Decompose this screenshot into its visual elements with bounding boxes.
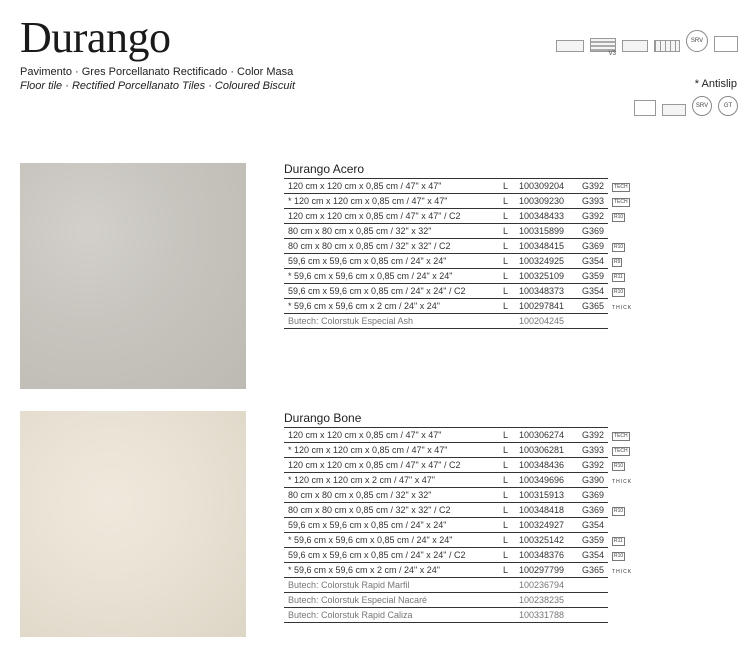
code-cell: 100348436	[515, 458, 578, 473]
empty-cell	[578, 314, 608, 329]
code-cell: 100348418	[515, 503, 578, 518]
table-row	[284, 548, 706, 563]
table-row	[284, 194, 706, 209]
badge-cell	[608, 269, 706, 284]
badge-cell	[608, 299, 706, 314]
format-cell: 80 cm x 80 cm x 0,85 cm / 32" x 32"	[284, 224, 499, 239]
group-cell: G369	[578, 224, 608, 239]
butech-code: 100238235	[515, 593, 578, 608]
butech-product: Butech: Colorstuk Rapid Caliza	[284, 608, 499, 623]
shower-icon	[634, 100, 656, 116]
slip-rating-badge: R10	[614, 463, 624, 469]
slip-rating-badge: R10	[614, 553, 624, 559]
group-cell: G359	[578, 533, 608, 548]
code-cell: 100325142	[515, 533, 578, 548]
finish-cell: L	[499, 179, 515, 194]
group-cell: G390	[578, 473, 608, 488]
group-cell: G354	[578, 254, 608, 269]
badge-cell	[608, 503, 706, 518]
spec-table-acero	[284, 178, 706, 329]
finish-cell: L	[499, 428, 515, 443]
group-cell: G392	[578, 458, 608, 473]
format-cell: * 120 cm x 120 cm x 2 cm / 47" x 47"	[284, 473, 499, 488]
code-cell: 100306281	[515, 443, 578, 458]
badge-cell	[608, 194, 706, 209]
badge-cell	[608, 209, 706, 224]
group-cell: G365	[578, 563, 608, 578]
badge-cell	[608, 533, 706, 548]
tech-badge: TECH	[614, 448, 628, 454]
format-cell: * 59,6 cm x 59,6 cm x 2 cm / 24" x 24"	[284, 563, 499, 578]
section-title-acero: Durango Acero	[284, 162, 365, 176]
format-cell: 120 cm x 120 cm x 0,85 cm / 47" x 47"	[284, 179, 499, 194]
page-title: Durango	[20, 13, 171, 62]
gt-icon: GT	[718, 96, 738, 116]
table-row	[284, 533, 706, 548]
format-cell: 59,6 cm x 59,6 cm x 0,85 cm / 24" x 24" / C2	[284, 284, 499, 299]
butech-row	[284, 578, 706, 593]
empty-cell	[608, 593, 706, 608]
slip-rating-badge: R10	[614, 508, 624, 514]
floor-icon	[556, 40, 584, 52]
finish-cell: L	[499, 224, 515, 239]
group-cell: G354	[578, 548, 608, 563]
finish-cell: L	[499, 194, 515, 209]
empty-cell	[578, 608, 608, 623]
finish-cell: L	[499, 254, 515, 269]
empty-cell	[608, 608, 706, 623]
format-cell: * 59,6 cm x 59,6 cm x 2 cm / 24" x 24"	[284, 299, 499, 314]
subtitle-english: Floor tile · Rectified Porcellanato Tiles · Coloured Biscuit	[20, 80, 296, 92]
finish-cell: L	[499, 473, 515, 488]
finish-cell: L	[499, 488, 515, 503]
empty-cell	[499, 578, 515, 593]
format-cell: * 59,6 cm x 59,6 cm x 0,85 cm / 24" x 24"	[284, 533, 499, 548]
group-cell: G393	[578, 194, 608, 209]
butech-code: 100331788	[515, 608, 578, 623]
badge-cell	[608, 563, 706, 578]
section-title-bone: Durango Bone	[284, 411, 362, 425]
code-cell: 100315899	[515, 224, 578, 239]
butech-product: Butech: Colorstuk Rapid Marfil	[284, 578, 499, 593]
badge-cell	[608, 284, 706, 299]
badge-cell	[608, 488, 706, 503]
code-cell: 100306274	[515, 428, 578, 443]
badge-cell	[608, 428, 706, 443]
slip-rating-badge: R10	[614, 289, 624, 295]
table-row	[284, 179, 706, 194]
table-row	[284, 239, 706, 254]
finish-cell: L	[499, 443, 515, 458]
badge-cell	[608, 224, 706, 239]
table-row	[284, 563, 706, 578]
empty-cell	[578, 578, 608, 593]
format-cell: * 59,6 cm x 59,6 cm x 0,85 cm / 24" x 24"	[284, 269, 499, 284]
code-cell: 100348415	[515, 239, 578, 254]
format-cell: 120 cm x 120 cm x 0,85 cm / 47" x 47" / C2	[284, 209, 499, 224]
table-row	[284, 443, 706, 458]
empty-cell	[578, 593, 608, 608]
badge-cell	[608, 443, 706, 458]
handshake-icon	[714, 36, 738, 52]
subtitle-spanish: Pavimento · Gres Porcellanato Rectificado · Color Masa	[20, 66, 294, 78]
finish-cell: L	[499, 533, 515, 548]
tech-badge: TECH	[614, 433, 628, 439]
group-cell: G369	[578, 503, 608, 518]
butech-code: 100236794	[515, 578, 578, 593]
finish-cell: L	[499, 269, 515, 284]
floor-antislip-icon	[662, 104, 686, 116]
badge-cell	[608, 179, 706, 194]
antislip-note: * Antislip	[694, 78, 737, 90]
badge-cell	[608, 239, 706, 254]
finish-cell: L	[499, 239, 515, 254]
group-cell: G392	[578, 209, 608, 224]
tech-badge: TECH	[614, 184, 628, 190]
code-cell: 100325109	[515, 269, 578, 284]
table-row	[284, 284, 706, 299]
thick-badge: THICK	[612, 569, 633, 575]
srv-antislip-icon: SRV	[692, 96, 712, 116]
format-cell: 80 cm x 80 cm x 0,85 cm / 32" x 32" / C2	[284, 503, 499, 518]
empty-cell	[608, 314, 706, 329]
table-row	[284, 473, 706, 488]
srv-icon: SRV	[686, 30, 708, 52]
slip-rating-badge: R10	[614, 214, 624, 220]
badge-cell	[608, 473, 706, 488]
thick-badge: THICK	[612, 479, 633, 485]
finish-cell: L	[499, 503, 515, 518]
slip-rating-badge: R9	[614, 259, 621, 265]
format-cell: 80 cm x 80 cm x 0,85 cm / 32" x 32"	[284, 488, 499, 503]
table-row	[284, 503, 706, 518]
tech-badge: TECH	[614, 199, 628, 205]
group-cell: G365	[578, 299, 608, 314]
thick-badge: THICK	[612, 305, 633, 311]
facade-icon	[654, 40, 680, 52]
table-row	[284, 518, 706, 533]
code-cell: 100309204	[515, 179, 578, 194]
empty-cell	[499, 593, 515, 608]
format-cell: 59,6 cm x 59,6 cm x 0,85 cm / 24" x 24"	[284, 518, 499, 533]
tile-swatch-bone	[20, 411, 246, 637]
finish-cell: L	[499, 518, 515, 533]
format-cell: 120 cm x 120 cm x 0,85 cm / 47" x 47"	[284, 428, 499, 443]
table-row	[284, 269, 706, 284]
code-cell: 100315913	[515, 488, 578, 503]
code-cell: 100324925	[515, 254, 578, 269]
finish-cell: L	[499, 458, 515, 473]
wall-icon	[622, 40, 648, 52]
slip-rating-badge: R11	[614, 538, 623, 544]
badge-cell	[608, 254, 706, 269]
group-cell: G369	[578, 239, 608, 254]
butech-row	[284, 314, 706, 329]
butech-product: Butech: Colorstuk Especial Nacaré	[284, 593, 499, 608]
group-cell: G369	[578, 488, 608, 503]
slip-rating-badge: R10	[614, 244, 624, 250]
format-cell: * 120 cm x 120 cm x 0,85 cm / 47" x 47"	[284, 194, 499, 209]
butech-row	[284, 608, 706, 623]
slip-rating-badge: R11	[614, 274, 623, 280]
code-cell: 100324927	[515, 518, 578, 533]
group-cell: G354	[578, 518, 608, 533]
finish-cell: L	[499, 299, 515, 314]
butech-code: 100204245	[515, 314, 578, 329]
group-cell: G392	[578, 179, 608, 194]
butech-row	[284, 593, 706, 608]
format-cell: 59,6 cm x 59,6 cm x 0,85 cm / 24" x 24"	[284, 254, 499, 269]
group-cell: G393	[578, 443, 608, 458]
table-row	[284, 209, 706, 224]
format-cell: * 120 cm x 120 cm x 0,85 cm / 47" x 47"	[284, 443, 499, 458]
table-row	[284, 299, 706, 314]
spec-table-bone	[284, 427, 706, 623]
badge-cell	[608, 458, 706, 473]
code-cell: 100309230	[515, 194, 578, 209]
code-cell: 100349696	[515, 473, 578, 488]
finish-cell: L	[499, 284, 515, 299]
table-row	[284, 254, 706, 269]
code-cell: 100348376	[515, 548, 578, 563]
table-row	[284, 428, 706, 443]
empty-cell	[499, 314, 515, 329]
usage-icons-top	[556, 30, 738, 57]
finish-cell: L	[499, 548, 515, 563]
code-cell: 100297841	[515, 299, 578, 314]
empty-cell	[499, 608, 515, 623]
table-row	[284, 488, 706, 503]
finish-cell: L	[499, 563, 515, 578]
format-cell: 120 cm x 120 cm x 0,85 cm / 47" x 47" / C2	[284, 458, 499, 473]
v3-label: V3	[608, 51, 616, 57]
table-row	[284, 224, 706, 239]
badge-cell	[608, 548, 706, 563]
layers-icon	[590, 38, 616, 57]
code-cell: 100348433	[515, 209, 578, 224]
group-cell: G392	[578, 428, 608, 443]
format-cell: 80 cm x 80 cm x 0,85 cm / 32" x 32" / C2	[284, 239, 499, 254]
code-cell: 100348373	[515, 284, 578, 299]
finish-cell: L	[499, 209, 515, 224]
usage-icons-antislip	[634, 96, 738, 116]
badge-cell	[608, 518, 706, 533]
tile-swatch-acero	[20, 163, 246, 389]
table-row	[284, 458, 706, 473]
group-cell: G359	[578, 269, 608, 284]
group-cell: G354	[578, 284, 608, 299]
format-cell: 59,6 cm x 59,6 cm x 0,85 cm / 24" x 24" / C2	[284, 548, 499, 563]
butech-product: Butech: Colorstuk Especial Ash	[284, 314, 499, 329]
empty-cell	[608, 578, 706, 593]
code-cell: 100297799	[515, 563, 578, 578]
